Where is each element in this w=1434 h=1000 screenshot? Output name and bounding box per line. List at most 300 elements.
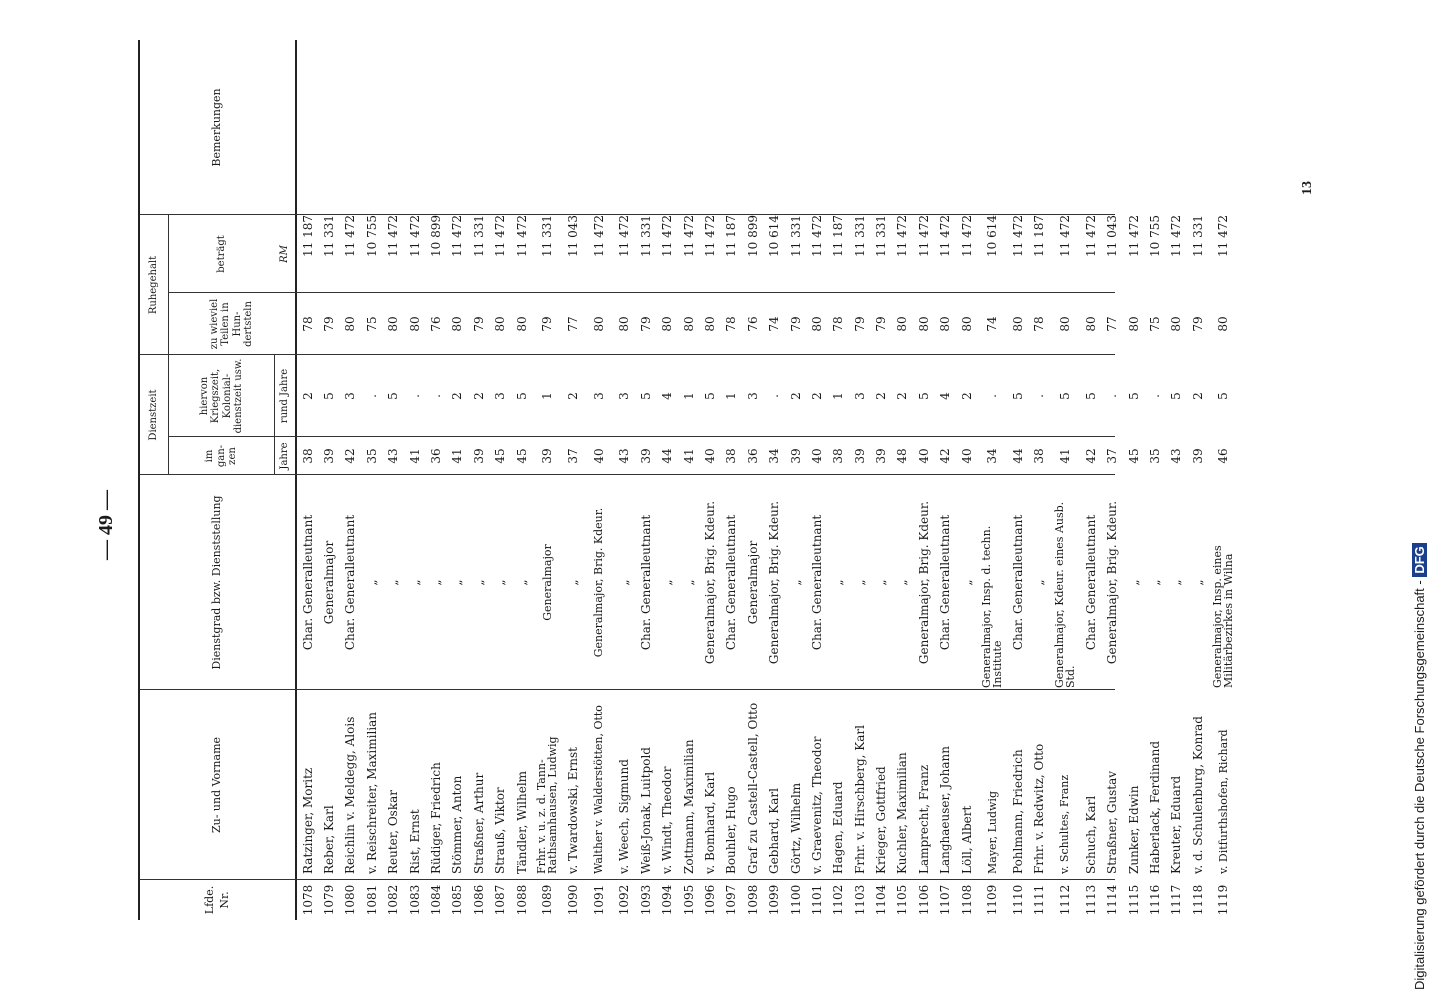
header-lfde-nr: Lfde. Nr.	[140, 879, 295, 920]
table-row	[956, 40, 977, 920]
cell-nr: 1106	[916, 884, 931, 916]
cell-nr: 1115	[1126, 884, 1141, 916]
header-dienstzeit: Dienstzeit	[140, 355, 169, 475]
cell-nr: 1084	[429, 884, 444, 916]
cell-amount: 10 899	[745, 215, 760, 257]
cell-percentage: 78	[724, 316, 739, 332]
cell-name: Weiß-Jonak, Luitpold	[638, 747, 653, 874]
cell-years-total: 37	[565, 448, 580, 464]
cell-years-total: 42	[938, 448, 953, 464]
cell-years-war: 2	[450, 392, 465, 400]
cell-name: Straßner, Gustav	[1105, 770, 1120, 874]
cell-years-war: 3	[617, 392, 632, 400]
header-im-ganzen: im gan- zen	[168, 436, 275, 475]
cell-name: v. Ditfurthshofen, Richard	[1216, 729, 1230, 874]
cell-rank: Generalmajor, Brig. Kdeur.	[767, 500, 782, 665]
cell-rank: Generalmajor, Insp. eines Militärbezirkes in Wilna	[1210, 545, 1236, 688]
cell-years-war: 1	[724, 392, 739, 400]
table-row	[678, 40, 699, 920]
table-row	[383, 40, 404, 920]
cell-amount: 11 331	[638, 215, 653, 257]
cell-years-war: .	[1105, 394, 1120, 398]
cell-years-war: 4	[938, 392, 953, 400]
cell-nr: 1090	[565, 884, 580, 916]
cell-amount: 11 472	[702, 215, 717, 257]
cell-percentage: 80	[1058, 316, 1073, 332]
table-row	[635, 40, 656, 920]
cell-years-total: 48	[895, 448, 910, 464]
cell-percentage: 80	[938, 316, 953, 332]
cell-rank: Generalmajor, Kdeur. eines Ausb. Std.	[1052, 501, 1078, 688]
cell-nr: 1113	[1083, 884, 1098, 916]
table-row	[1102, 40, 1123, 920]
table-row	[425, 40, 446, 920]
cell-years-total: 36	[745, 448, 760, 464]
cell-rank: „	[1126, 579, 1141, 586]
header-betraegt: beträgt	[215, 235, 227, 273]
cell-nr: 1089	[540, 884, 555, 916]
cell-nr: 1079	[322, 884, 337, 916]
cell-name: Mayer, Ludwig	[985, 791, 999, 874]
cell-name: Bouhler, Hugo	[724, 786, 739, 874]
cell-name: v. d. Schulenburg, Konrad	[1190, 716, 1205, 874]
table-row	[361, 40, 382, 920]
table-row	[1144, 40, 1165, 920]
table-row	[404, 40, 425, 920]
cell-years-total: 38	[300, 448, 315, 464]
cell-rank: „	[364, 579, 379, 586]
cell-years-total: 39	[874, 448, 889, 464]
cell-years-war: 3	[591, 392, 606, 400]
cell-amount: 11 331	[874, 215, 889, 257]
cell-amount: 10 899	[429, 215, 444, 257]
dfg-logo: DFG	[1412, 543, 1427, 576]
cell-name: Hagen, Eduard	[831, 781, 846, 874]
cell-name: Gebhard, Karl	[767, 788, 782, 874]
cell-name: Rist, Ernst	[407, 809, 422, 874]
cell-amount: 11 331	[852, 215, 867, 257]
cell-name: Zottmann, Maximilian	[681, 739, 696, 874]
header-ruhegehalt: Ruhegehalt	[140, 215, 169, 355]
cell-rank: „	[450, 579, 465, 586]
cell-percentage: 80	[959, 316, 974, 332]
cell-nr: 1100	[788, 884, 803, 916]
cell-rank: „	[471, 579, 486, 586]
cell-percentage: 79	[540, 316, 555, 332]
cell-percentage: 80	[1126, 316, 1141, 332]
cell-rank: Char. Generalleutnant	[1011, 514, 1026, 651]
cell-amount: 10 614	[985, 215, 1000, 257]
cell-rank: Generalmajor	[540, 544, 554, 621]
table-row	[892, 40, 913, 920]
cell-name: v. Bomhard, Karl	[702, 771, 717, 874]
table-row	[935, 40, 956, 920]
table-row	[447, 40, 468, 920]
cell-years-war: .	[407, 394, 422, 398]
cell-percentage: 80	[809, 316, 824, 332]
cell-amount: 11 043	[1105, 215, 1120, 257]
cell-years-war: 4	[660, 392, 675, 400]
cell-years-war: 1	[831, 392, 846, 400]
cell-nr: 1108	[959, 884, 974, 916]
cell-years-war: 5	[322, 392, 337, 400]
cell-percentage: 77	[565, 316, 580, 332]
cell-percentage: 80	[493, 316, 508, 332]
cell-name: Frhr. v. Hirschberg, Karl	[852, 725, 867, 874]
cell-rank: Char. Generalleutnant	[343, 514, 358, 651]
cell-rank: „	[959, 579, 974, 586]
cell-percentage: 75	[364, 316, 379, 332]
cell-name: Langhaeuser, Johann	[938, 746, 953, 874]
cell-percentage: 80	[1169, 316, 1184, 332]
cell-nr: 1101	[809, 884, 824, 916]
cell-years-war: .	[767, 394, 782, 398]
cell-amount: 11 472	[938, 215, 953, 257]
cell-years-total: 37	[1105, 448, 1120, 464]
table-row	[913, 40, 934, 920]
cell-years-total: 46	[1216, 448, 1231, 464]
cell-nr: 1112	[1058, 884, 1073, 916]
cell-amount: 11 472	[681, 215, 696, 257]
cell-years-war: 3	[493, 392, 508, 400]
cell-percentage: 80	[591, 316, 606, 332]
cell-name: Tändler, Wilhelm	[514, 770, 529, 874]
cell-name: Walther v. Walderstötten, Otto	[591, 705, 605, 874]
corner-page-number: 13	[1300, 181, 1315, 195]
cell-percentage: 80	[660, 316, 675, 332]
cell-amount: 10 755	[364, 215, 379, 257]
cell-years-war: 2	[1190, 392, 1205, 400]
cell-years-total: 39	[788, 448, 803, 464]
cell-amount: 10 755	[1147, 215, 1162, 257]
cell-rank: „	[1190, 579, 1205, 586]
cell-years-war: 5	[702, 392, 717, 400]
cell-years-total: 36	[429, 448, 444, 464]
cell-years-war: 2	[959, 392, 974, 400]
cell-years-war: 3	[343, 392, 358, 400]
table-row	[562, 40, 583, 920]
cell-percentage: 80	[1083, 316, 1098, 332]
cell-rank: Generalmajor, Insp. d. techn. Institute	[979, 525, 1005, 688]
table-row	[490, 40, 511, 920]
table-body	[297, 40, 1238, 920]
cell-nr: 1093	[638, 884, 653, 916]
cell-nr: 1107	[938, 884, 953, 916]
cell-amount: 11 472	[1126, 215, 1141, 257]
table-row	[742, 40, 763, 920]
cell-years-total: 41	[407, 448, 422, 464]
cell-nr: 1081	[364, 884, 379, 916]
cell-name: Lamprecht, Franz	[916, 764, 931, 874]
cell-years-war: 2	[895, 392, 910, 400]
table-row	[1007, 40, 1028, 920]
cell-years-war: 3	[852, 392, 867, 400]
table-row	[1166, 40, 1187, 920]
pension-table	[138, 40, 1238, 920]
cell-rank: „	[895, 579, 910, 586]
cell-years-total: 34	[767, 448, 782, 464]
cell-amount: 11 331	[471, 215, 486, 257]
header-zu-wieviel: zu wieviel Teilen in Hun- dertsteln	[168, 292, 295, 355]
table-row	[828, 40, 849, 920]
cell-nr: 1087	[493, 884, 508, 916]
cell-rank: „	[1032, 579, 1047, 586]
cell-name: Krieger, Gottfried	[874, 766, 889, 874]
cell-amount: 11 472	[1011, 215, 1026, 257]
cell-amount: 11 187	[831, 215, 846, 257]
table-row	[297, 40, 318, 920]
cell-nr: 1092	[617, 884, 632, 916]
cell-rank: Char. Generalleutnant	[1083, 514, 1098, 651]
cell-nr: 1097	[724, 884, 739, 916]
cell-years-total: 40	[959, 448, 974, 464]
cell-amount: 11 472	[809, 215, 824, 257]
cell-name: Zunker, Edwin	[1126, 785, 1141, 874]
cell-rank: „	[514, 579, 529, 586]
cell-years-total: 39	[540, 448, 555, 464]
table-row	[699, 40, 720, 920]
cell-years-war: 1	[681, 392, 696, 400]
table-row	[318, 40, 339, 920]
cell-name: Haberlack, Ferdinand	[1147, 740, 1162, 874]
cell-name: Ratzinger, Moritz	[300, 767, 315, 874]
cell-rank: „	[1147, 579, 1162, 586]
cell-years-total: 35	[364, 448, 379, 464]
cell-nr: 1091	[591, 884, 606, 916]
cell-years-total: 39	[852, 448, 867, 464]
cell-nr: 1118	[1190, 884, 1205, 916]
cell-percentage: 80	[407, 316, 422, 332]
cell-nr: 1086	[471, 884, 486, 916]
cell-name: Straßner, Arthur	[471, 772, 486, 874]
cell-nr: 1082	[386, 884, 401, 916]
cell-nr: 1080	[343, 884, 358, 916]
cell-amount: 11 472	[617, 215, 632, 257]
cell-years-war: 5	[1126, 392, 1141, 400]
cell-years-war: 5	[514, 392, 529, 400]
table-row	[584, 40, 614, 920]
cell-years-total: 40	[702, 448, 717, 464]
header-hiervon: hiervon Kriegszeit, Kolonial- dienstzeit usw.	[198, 358, 244, 434]
cell-name: Strauß, Viktor	[493, 787, 508, 874]
cell-amount: 11 043	[565, 215, 580, 257]
cell-percentage: 79	[874, 316, 889, 332]
cell-rank: „	[852, 579, 867, 586]
cell-rank: Generalmajor	[322, 540, 337, 625]
cell-name: v. Graevenitz, Theodor	[809, 736, 824, 874]
cell-percentage: 80	[916, 316, 931, 332]
cell-percentage: 76	[745, 316, 760, 332]
cell-years-total: 38	[1032, 448, 1047, 464]
cell-percentage: 80	[681, 316, 696, 332]
cell-amount: 11 472	[660, 215, 675, 257]
cell-percentage: 79	[471, 316, 486, 332]
cell-years-war: 2	[300, 392, 315, 400]
cell-nr: 1110	[1011, 884, 1026, 916]
header-ruhegehalt-group	[140, 214, 295, 355]
cell-years-total: 42	[343, 448, 358, 464]
cell-percentage: 78	[1032, 316, 1047, 332]
cell-rank: Char. Generalleutnant	[638, 514, 653, 651]
table-row	[511, 40, 532, 920]
cell-years-war: 5	[1169, 392, 1184, 400]
cell-rank: Char. Generalleutnant	[809, 514, 824, 651]
cell-rank: „	[386, 579, 401, 586]
cell-rank: Char. Generalleutnant	[300, 514, 315, 651]
header-name: Zu- und Vorname	[140, 689, 295, 880]
table-row	[1123, 40, 1144, 920]
table-row	[849, 40, 870, 920]
cell-name: Frhr. v. u. z. d. Tann-Rathsamhausen, Ludwig	[534, 736, 560, 874]
cell-years-total: 39	[471, 448, 486, 464]
cell-name: Reichlin v. Meldegg, Alois	[343, 716, 358, 874]
cell-nr: 1109	[985, 884, 1000, 916]
cell-name: Reuter, Oskar	[386, 790, 401, 874]
cell-years-war: .	[1032, 394, 1047, 398]
cell-name: Graf zu Castell-Castell, Otto	[745, 702, 760, 874]
cell-percentage: 80	[386, 316, 401, 332]
cell-name: Kuchler, Maximilian	[895, 752, 910, 874]
cell-amount: 11 331	[1190, 215, 1205, 257]
cell-years-war: 5	[1216, 392, 1231, 400]
cell-name: v. Twardowski, Ernst	[565, 746, 580, 874]
page-number: — 49 —	[95, 490, 117, 560]
cell-years-total: 39	[1190, 448, 1205, 464]
cell-years-war: 5	[1011, 392, 1026, 400]
cell-years-total: 44	[1011, 448, 1026, 464]
cell-years-war: 5	[1083, 392, 1098, 400]
cell-years-war: 1	[540, 392, 555, 400]
cell-name: Reber, Karl	[322, 805, 337, 874]
cell-years-total: 43	[617, 448, 632, 464]
table-row	[614, 40, 635, 920]
table-row	[806, 40, 827, 920]
cell-years-war: 5	[916, 392, 931, 400]
cell-years-total: 35	[1147, 448, 1162, 464]
cell-years-total: 43	[386, 448, 401, 464]
cell-amount: 10 614	[767, 215, 782, 257]
table-row	[1187, 40, 1208, 920]
cell-rank: Generalmajor, Brig. Kdeur.	[702, 500, 717, 665]
cell-years-total: 39	[638, 448, 653, 464]
cell-amount: 11 472	[1216, 215, 1231, 257]
cell-percentage: 79	[788, 316, 803, 332]
table-row	[763, 40, 784, 920]
table-row	[656, 40, 677, 920]
cell-rank: Generalmajor, Brig. Kdeur.	[591, 507, 605, 658]
cell-amount: 11 472	[916, 215, 931, 257]
funding-note	[1412, 543, 1427, 990]
table-row	[977, 40, 1007, 920]
header-rank: Dienstgrad bzw. Dienststellung	[140, 474, 295, 690]
table-row	[532, 40, 562, 920]
cell-nr: 1114	[1105, 884, 1120, 916]
cell-amount: 11 472	[591, 215, 606, 257]
cell-percentage: 80	[514, 316, 529, 332]
cell-nr: 1088	[514, 884, 529, 916]
cell-years-total: 40	[916, 448, 931, 464]
cell-name: Pohlmann, Friedrich	[1011, 749, 1026, 874]
cell-amount: 11 472	[343, 215, 358, 257]
cell-years-total: 40	[809, 448, 824, 464]
cell-nr: 1095	[681, 884, 696, 916]
cell-nr: 1096	[702, 884, 717, 916]
header-dienstzeit-group	[140, 354, 295, 475]
cell-years-total: 41	[1058, 448, 1073, 464]
table-row	[1080, 40, 1101, 920]
cell-years-war: 5	[638, 392, 653, 400]
cell-percentage: 80	[450, 316, 465, 332]
cell-percentage: 79	[322, 316, 337, 332]
cell-rank: „	[788, 579, 803, 586]
cell-amount: 11 472	[450, 215, 465, 257]
cell-years-war: 5	[1058, 392, 1073, 400]
cell-name: v. Schultes, Franz	[1058, 774, 1072, 874]
cell-percentage: 79	[1190, 316, 1205, 332]
cell-amount: 11 472	[895, 215, 910, 257]
cell-years-total: 38	[831, 448, 846, 464]
table-row	[785, 40, 806, 920]
cell-years-total: 41	[681, 448, 696, 464]
cell-amount: 11 331	[540, 215, 555, 257]
cell-amount: 11 187	[724, 215, 739, 257]
cell-percentage: 79	[638, 316, 653, 332]
cell-years-war: .	[364, 394, 379, 398]
cell-rank: Generalmajor, Brig. Kdeur.	[916, 500, 931, 665]
cell-name: Löll, Albert	[959, 805, 974, 874]
cell-percentage: 74	[985, 316, 1000, 332]
cell-years-total: 39	[322, 448, 337, 464]
cell-name: v. Weech, Sigmund	[617, 759, 632, 874]
cell-years-war: 2	[809, 392, 824, 400]
cell-name: v. Windt, Theodor	[660, 766, 675, 874]
cell-rank: „	[493, 579, 508, 586]
cell-amount: 11 472	[493, 215, 508, 257]
cell-years-total: 43	[1169, 448, 1184, 464]
cell-percentage: 77	[1105, 316, 1120, 332]
cell-nr: 1098	[745, 884, 760, 916]
cell-percentage: 74	[767, 316, 782, 332]
cell-years-total: 40	[591, 448, 606, 464]
cell-nr: 1102	[831, 884, 846, 916]
cell-nr: 1119	[1216, 884, 1231, 916]
table-row	[870, 40, 891, 920]
table-header	[138, 40, 297, 920]
cell-percentage: 76	[429, 316, 444, 332]
cell-years-total: 45	[514, 448, 529, 464]
cell-nr: 1083	[407, 884, 422, 916]
cell-years-war: .	[429, 394, 444, 398]
cell-rank: „	[429, 579, 444, 586]
cell-rank: „	[874, 579, 889, 586]
cell-amount: 11 472	[959, 215, 974, 257]
cell-years-war: 5	[386, 392, 401, 400]
cell-nr: 1117	[1169, 884, 1184, 916]
cell-amount: 11 187	[1032, 215, 1047, 257]
cell-years-war: 2	[788, 392, 803, 400]
table-row	[1208, 40, 1238, 920]
cell-amount: 11 187	[300, 215, 315, 257]
cell-years-total: 42	[1083, 448, 1098, 464]
cell-amount: 11 472	[407, 215, 422, 257]
cell-name: Schuch, Karl	[1083, 795, 1098, 874]
cell-rank: „	[407, 579, 422, 586]
cell-rank: Generalmajor	[745, 540, 760, 625]
cell-percentage: 80	[1011, 316, 1026, 332]
cell-rank: „	[565, 579, 580, 586]
cell-years-war: 2	[874, 392, 889, 400]
cell-rank: „	[831, 579, 846, 586]
